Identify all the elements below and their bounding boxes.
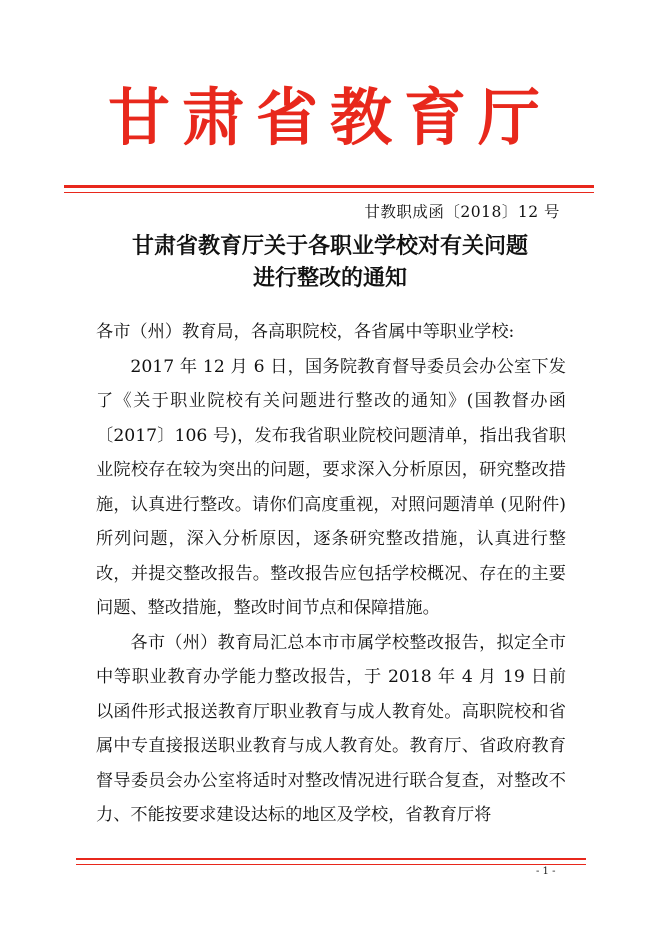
masthead-title: 甘肃省教育厅 xyxy=(107,81,552,154)
header-divider-thin xyxy=(64,192,594,193)
footer-divider-thick xyxy=(76,858,586,860)
salutation: 各市（州）教育局，各高职院校，各省属中等职业学校: xyxy=(96,322,515,342)
document-title-line-2: 进行整改的通知 xyxy=(252,265,407,291)
body-paragraph-2: 各市（州）教育局汇总本市市属学校整改报告，拟定全市中等职业教育办学能力整改报告，于 2018 年 4 月 19 日前以函件形式报送教育厅职业教育与成人教育处。高职院校和省属中专直接报送职业教育与成人教育处。教育厅、省政府教育督导委员会办公室将适时对整改情况进行联合复查，对整改不力、不能按要求建设达标的地区及学校，省教育厅将 xyxy=(96,632,566,825)
body-paragraph-1: 2017 年 12 月 6 日，国务院教育督导委员会办公室下发了《关于职业院校有关问题进行整改的通知》(国教督办函〔2017〕106 号)，发布我省职业院校问题清单，指出我省职业院校存在较为突出的问题，要求深入分析原因，研究整改措施，认真进行整改。请你们高度重视，对照问题清单 (见附件) 所列问题，深入分析原因，逐条研究整改措施，认真进行整改，并提交整改报告。整改报告应包括学校概况、存在的主要问题、整改措施，整改时间节点和保障措施。 xyxy=(96,356,566,618)
header-divider-thick xyxy=(64,185,594,188)
page-number: - 1 - xyxy=(536,866,556,877)
footer-divider-thin xyxy=(76,864,586,865)
document-title xyxy=(60,230,600,294)
document-title-line-1: 甘肃省教育厅关于各职业学校对有关问题 xyxy=(131,233,528,259)
document-number: 甘教职成函〔2018〕12 号 xyxy=(364,203,560,221)
document-body xyxy=(96,315,566,833)
